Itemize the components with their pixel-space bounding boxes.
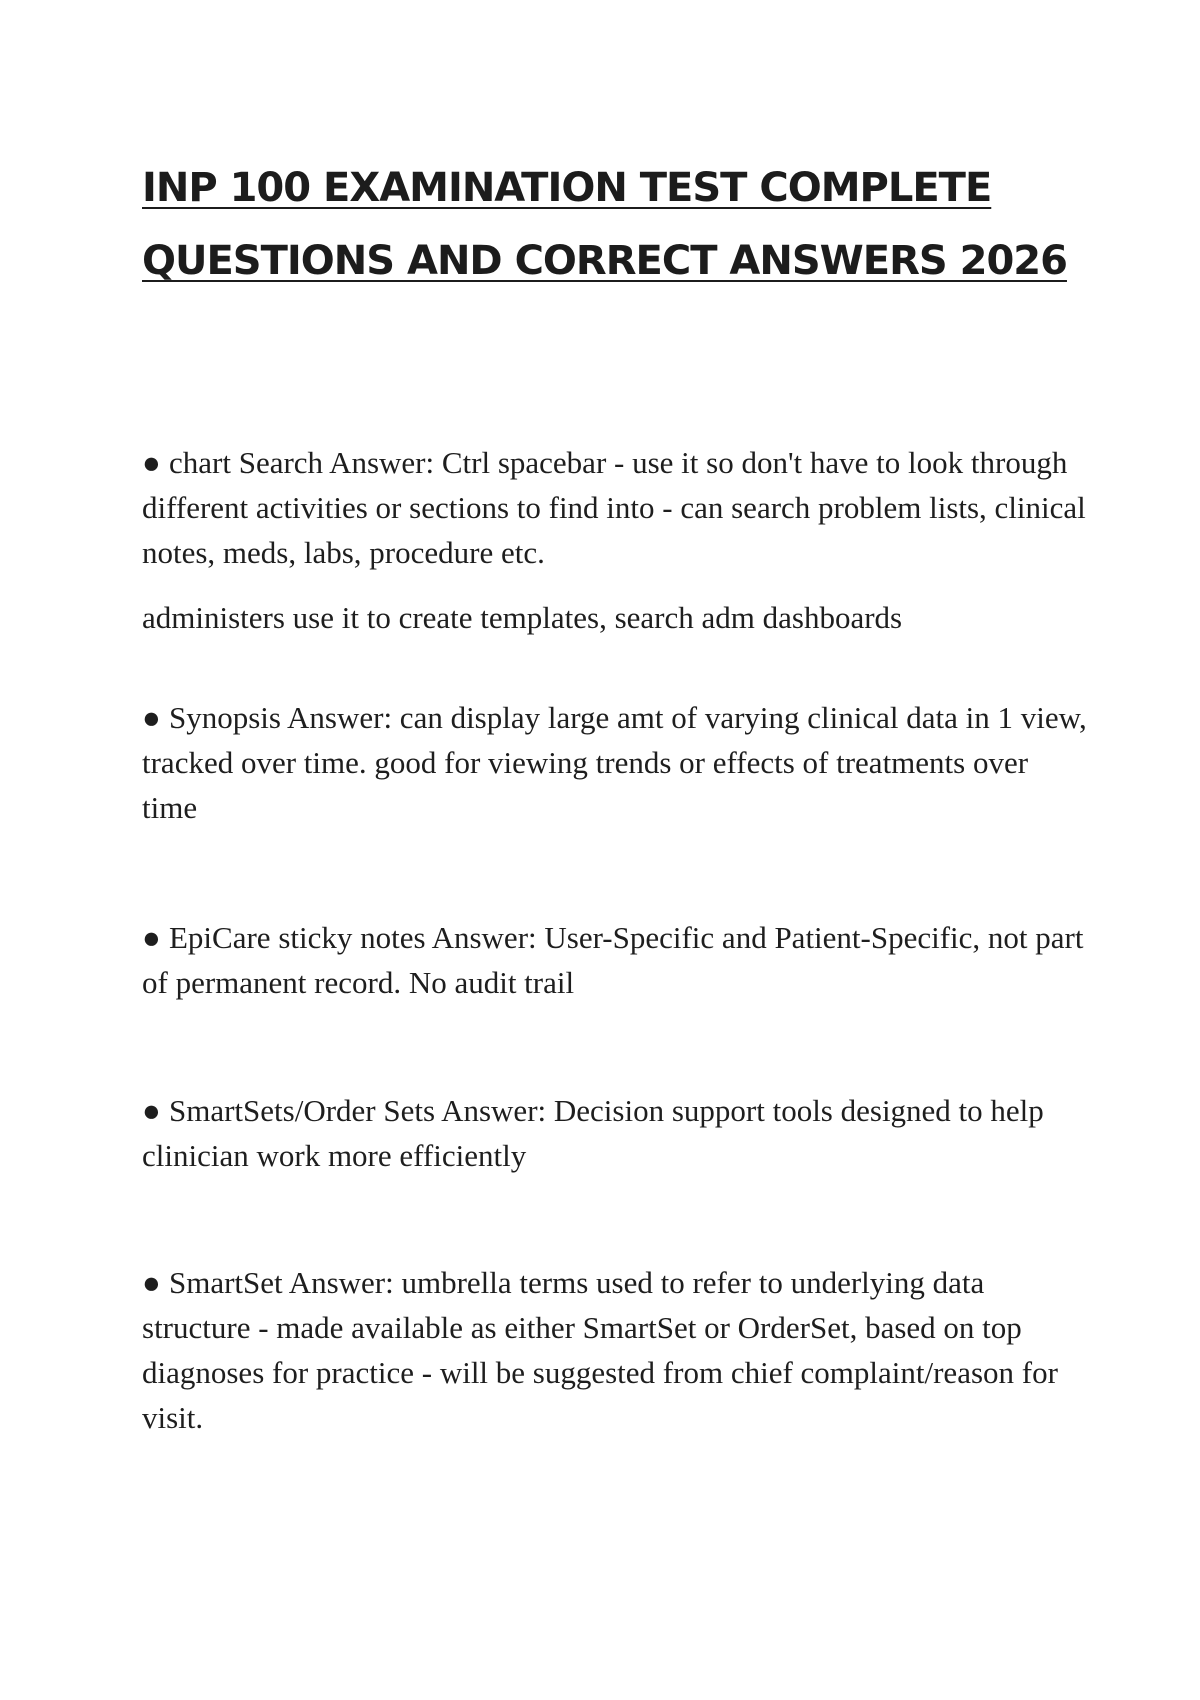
qa-entry-synopsis <box>142 695 1087 830</box>
qa-entry-body: chart Search Answer: Ctrl spacebar - use it so don't have to look through different activities or sections to find into - can search problem lists, clinical notes, meds, labs, procedure etc. <box>142 445 1086 570</box>
qa-entry-text <box>142 1260 1087 1440</box>
qa-entry-smartsets-order-sets <box>142 1088 1087 1178</box>
qa-entry-chart-search <box>142 440 1087 640</box>
qa-entry-text <box>142 915 1087 1005</box>
bullet-icon: ● <box>142 1093 161 1128</box>
qa-entry-text <box>142 1088 1087 1178</box>
qa-entry-body: EpiCare sticky notes Answer: User-Specific and Patient-Specific, not part of permanent record. No audit trail <box>142 920 1084 1000</box>
bullet-icon: ● <box>142 1265 161 1300</box>
document-title-text: INP 100 EXAMINATION TEST COMPLETE QUESTIONS AND CORRECT ANSWERS 2026 <box>142 165 1067 284</box>
document-title <box>142 152 1082 298</box>
bullet-icon: ● <box>142 920 161 955</box>
qa-entry-sticky-notes <box>142 915 1087 1005</box>
qa-entry-body: SmartSet Answer: umbrella terms used to refer to underlying data structure - made available as either SmartSet or OrderSet, based on top diagnoses for practice - will be suggested from chief complaint/reason for visit. <box>142 1265 1058 1435</box>
qa-entry-smartset <box>142 1260 1087 1440</box>
qa-entry-text <box>142 440 1087 575</box>
bullet-icon: ● <box>142 700 161 735</box>
bullet-icon: ● <box>142 445 161 480</box>
qa-entry-body: Synopsis Answer: can display large amt of varying clinical data in 1 view, tracked over time. good for viewing trends or effects of treatments over time <box>142 700 1087 825</box>
qa-entry-text <box>142 695 1087 830</box>
qa-entry-body: SmartSets/Order Sets Answer: Decision support tools designed to help clinician work more efficiently <box>142 1093 1044 1173</box>
qa-entry-extra: administers use it to create templates, search adm dashboards <box>142 600 903 635</box>
